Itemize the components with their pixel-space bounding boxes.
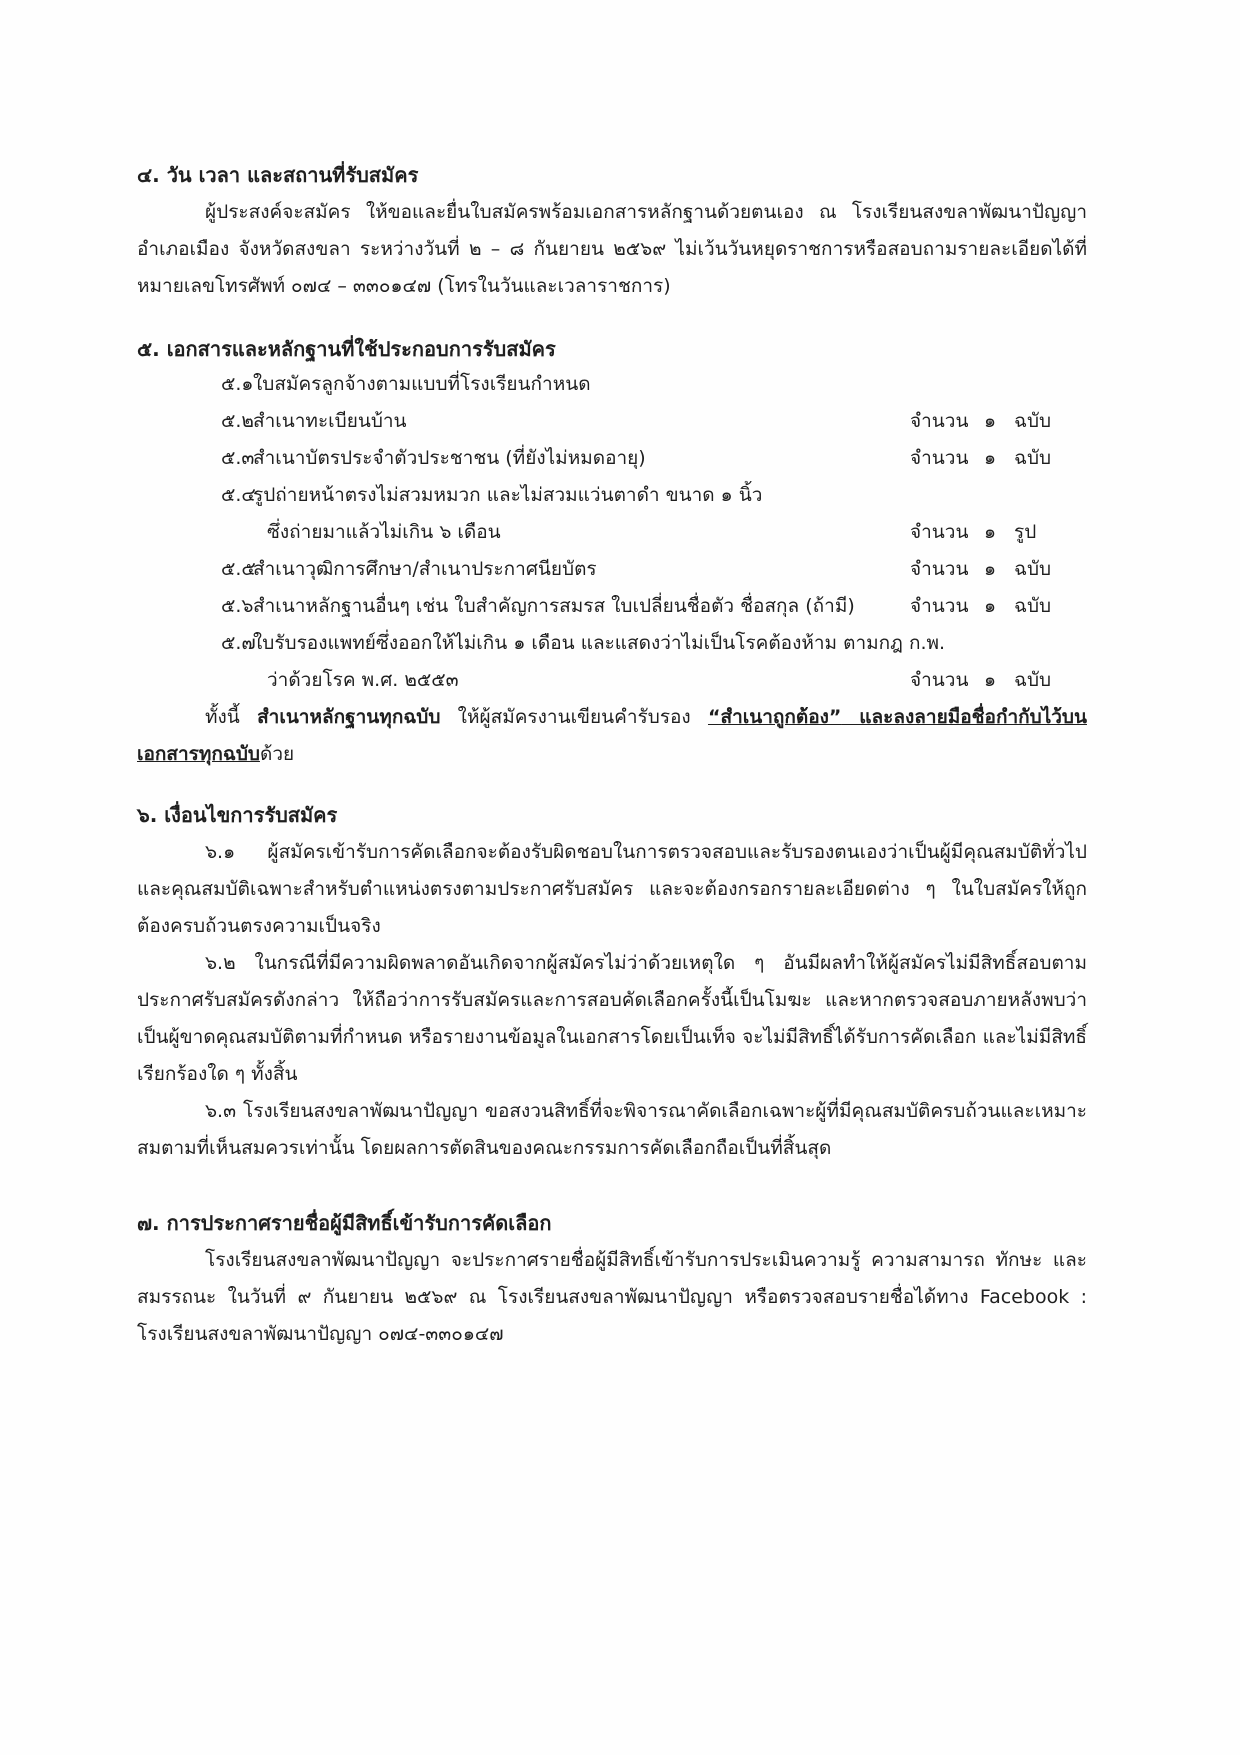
item-text: สำเนาบัตรประจำตัวประชาชน (ที่ยังไม่หมดอายุ) — [253, 447, 646, 469]
item-quantity — [910, 662, 1051, 699]
quantity-label: จำนวน — [910, 521, 969, 543]
quantity-unit: รูป — [1014, 521, 1037, 543]
list-item — [137, 514, 1087, 551]
list-item — [137, 366, 1087, 403]
note-lead: ทั้งนี้ — [205, 706, 258, 728]
item-text: สำเนาหลักฐานอื่นๆ เช่น ใบสำคัญการสมรส ใบเปลี่ยนชื่อตัว ชื่อสกุล (ถ้ามี) — [253, 595, 855, 617]
item-quantity — [910, 440, 1051, 477]
quantity-label: จำนวน — [910, 595, 969, 617]
quantity-unit: ฉบับ — [1014, 669, 1052, 691]
item-number: ๕.๑ — [221, 373, 254, 395]
item-number: ๕.๗ — [221, 632, 256, 654]
quantity-number: ๑ — [984, 521, 997, 543]
item-number: ๕.๖ — [221, 595, 254, 617]
item-text: สำเนาวุฒิการศึกษา/สำเนาประกาศนียบัตร — [253, 558, 597, 580]
section-5 — [137, 334, 1087, 773]
section-6 — [137, 800, 1087, 1167]
quantity-label: จำนวน — [910, 558, 969, 580]
section-5-note — [137, 699, 1087, 773]
item-number: ๕.๓ — [221, 447, 255, 469]
section-4-paragraph: ผู้ประสงค์จะสมัคร ให้ขอและยื่นใบสมัครพร้อมเอกสารหลักฐานด้วยตนเอง ณ โรงเรียนสงขลาพัฒนาปัญญา อำเภอเมือง จังหวัดสงขลา ระหว่างวันที่ ๒ – ๘ กันยายน ๒๕๖๙ ไม่เว้นวันหยุดราชการหรือสอบถามรายละเอียดได้ที่หมายเลขโทรศัพท์ ๐๗๔ – ๓๓๐๑๔๗ (โทรในวันและเวลาราชการ) — [137, 201, 1087, 297]
quantity-number: ๑ — [984, 558, 997, 580]
quantity-number: ๑ — [984, 410, 997, 432]
section-7 — [137, 1208, 1087, 1353]
section-5-heading: ๕. เอกสารและหลักฐานที่ใช้ประกอบการรับสมัคร — [137, 337, 556, 361]
section-4-heading: ๔. วัน เวลา และสถานที่รับสมัคร — [137, 163, 419, 187]
note-bold: สำเนาหลักฐานทุกฉบับ — [257, 706, 441, 728]
item-number: ๕.๔ — [221, 484, 256, 506]
item-text: สำเนาทะเบียนบ้าน — [253, 410, 407, 432]
quantity-unit: ฉบับ — [1014, 447, 1052, 469]
quantity-number: ๑ — [984, 595, 997, 617]
item-text: ใบรับรองแพทย์ซึ่งออกให้ไม่เกิน ๑ เดือน และแสดงว่าไม่เป็นโรคต้องห้าม ตามกฎ ก.พ. — [253, 632, 946, 654]
quantity-label: จำนวน — [910, 410, 969, 432]
section-7-paragraph: โรงเรียนสงขลาพัฒนาปัญญา จะประกาศรายชื่อผู้มีสิทธิ์เข้ารับการประเมินความรู้ ความสามารถ ทักษะ และสมรรถนะ ในวันที่ ๙ กันยายน ๒๕๖๙ ณ โรงเรียนสงขลาพัฒนาปัญญา หรือตรวจสอบรายชื่อได้ทาง Facebook : โรงเรียนสงขลาพัฒนาปัญญา ๐๗๔-๓๓๐๑๔๗ — [137, 1249, 1087, 1345]
list-item — [137, 625, 1087, 662]
note-end: ด้วย — [259, 743, 295, 765]
item-text: ซึ่งถ่ายมาแล้วไม่เกิน ๖ เดือน — [267, 521, 501, 543]
item-quantity — [910, 588, 1051, 625]
item-text: รูปถ่ายหน้าตรงไม่สวมหมวก และไม่สวมแว่นตาดำ ขนาด ๑ นิ้ว — [253, 484, 763, 506]
note-quote: “สำเนาถูกต้อง” — [707, 706, 842, 728]
section-7-heading: ๗. การประกาศรายชื่อผู้มีสิทธิ์เข้ารับการคัดเลือก — [137, 1211, 552, 1235]
item-quantity — [910, 551, 1051, 588]
section-6-paragraph-3: ๖.๓ โรงเรียนสงขลาพัฒนาปัญญา ขอสงวนสิทธิ์ที่จะพิจารณาคัดเลือกเฉพาะผู้ที่มีคุณสมบัติครบถ้วนและเหมาะสมตามที่เห็นสมควรเท่านั้น โดยผลการตัดสินของคณะกรรมการคัดเลือกถือเป็นที่สิ้นสุด — [137, 1100, 1087, 1159]
section-6-heading: ๖. เงื่อนไขการรับสมัคร — [137, 803, 338, 827]
list-item — [137, 551, 1087, 588]
section-6-paragraph-2: ๖.๒ ในกรณีที่มีความผิดพลาดอันเกิดจากผู้สมัครไม่ว่าด้วยเหตุใด ๆ อันมีผลทำให้ผู้สมัครไม่มีสิทธิ์สอบตามประกาศรับสมัครดังกล่าว ให้ถือว่าการรับสมัครและการสอบคัดเลือกครั้งนี้เป็นโมฆะ และหากตรวจสอบภายหลังพบว่าเป็นผู้ขาดคุณสมบัติตามที่กำหนด หรือรายงานข้อมูลในเอกสารโดยเป็นเท็จ จะไม่มีสิทธิ์ได้รับการคัดเลือก และไม่มีสิทธิ์เรียกร้องใด ๆ ทั้งสิ้น — [137, 952, 1087, 1085]
note-mid: ให้ผู้สมัครงานเขียนคำรับรอง — [440, 706, 708, 728]
list-item — [137, 662, 1087, 699]
list-item — [137, 477, 1087, 514]
quantity-unit: ฉบับ — [1014, 595, 1052, 617]
item-text: ว่าด้วยโรค พ.ศ. ๒๕๕๓ — [267, 669, 459, 691]
item-quantity — [910, 403, 1051, 440]
list-item — [137, 588, 1087, 625]
quantity-unit: ฉบับ — [1014, 410, 1052, 432]
item-number: ๕.๕ — [221, 558, 256, 580]
quantity-number: ๑ — [984, 669, 997, 691]
document-list — [137, 366, 1087, 699]
quantity-number: ๑ — [984, 447, 997, 469]
list-item — [137, 440, 1087, 477]
item-quantity — [910, 514, 1036, 551]
quantity-unit: ฉบับ — [1014, 558, 1052, 580]
note-sign: และลงลายมือชื่อกำกับไว้บนเอกสารทุกฉบับ — [137, 706, 1087, 765]
quantity-label: จำนวน — [910, 669, 969, 691]
section-6-paragraph-1: ๖.๑ ผู้สมัครเข้ารับการคัดเลือกจะต้องรับผิดชอบในการตรวจสอบและรับรองตนเองว่าเป็นผู้มีคุณสมบัติทั่วไปและคุณสมบัติเฉพาะสำหรับตำแหน่งตรงตามประกาศรับสมัคร และจะต้องกรอกรายละเอียดต่าง ๆ ในใบสมัครให้ถูกต้องครบถ้วนตรงความเป็นจริง — [137, 841, 1087, 937]
section-4 — [137, 160, 1087, 305]
item-text: ใบสมัครลูกจ้างตามแบบที่โรงเรียนกำหนด — [253, 373, 591, 395]
quantity-label: จำนวน — [910, 447, 969, 469]
item-number: ๕.๒ — [221, 410, 254, 432]
list-item — [137, 403, 1087, 440]
